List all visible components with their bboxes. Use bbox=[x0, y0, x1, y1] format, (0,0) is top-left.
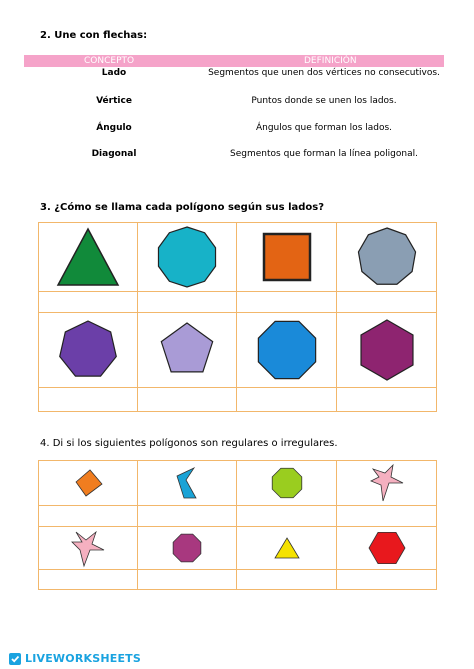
q4-shape-cell bbox=[236, 526, 337, 570]
q2-definition[interactable]: Segmentos que unen dos vértices no consecutivos. bbox=[208, 68, 440, 78]
q3-shape-cell bbox=[38, 222, 138, 292]
q2-title-text: Une con flechas: bbox=[54, 30, 148, 41]
irregular-star-shape bbox=[369, 463, 405, 503]
shape bbox=[173, 534, 201, 562]
triangle-shape bbox=[273, 536, 301, 560]
shape bbox=[258, 321, 315, 378]
q3-shape-cell bbox=[236, 312, 337, 388]
shape bbox=[161, 323, 212, 372]
q3-answer-box[interactable] bbox=[336, 291, 437, 313]
shape bbox=[177, 468, 196, 498]
q4-answer-box[interactable] bbox=[236, 569, 337, 590]
q4-shape-cell bbox=[38, 460, 138, 506]
q4-answer-box[interactable] bbox=[137, 569, 237, 590]
q3-answer-box[interactable] bbox=[336, 387, 437, 412]
q2-number: 2. bbox=[40, 30, 51, 41]
q3-answer-box[interactable] bbox=[236, 291, 337, 313]
q3-shape-cell bbox=[336, 222, 437, 292]
brand-logo[interactable] bbox=[8, 652, 141, 666]
octagon-shape bbox=[171, 532, 203, 564]
shape bbox=[58, 229, 118, 285]
decagon-shape bbox=[155, 225, 219, 289]
q4-shape-cell bbox=[38, 526, 138, 570]
q4-title bbox=[40, 438, 338, 449]
q2-header-concept: CONCEPTO bbox=[84, 56, 135, 66]
q2-concept[interactable]: Vértice bbox=[96, 96, 132, 106]
q3-answer-box[interactable] bbox=[38, 387, 138, 412]
heptagon-shape bbox=[57, 319, 119, 381]
q3-title-text: ¿Cómo se llama cada polígono según sus lados? bbox=[54, 202, 325, 213]
q4-shape-cell bbox=[137, 526, 237, 570]
hexagon-shape bbox=[357, 318, 417, 382]
q4-shape-cell bbox=[137, 460, 237, 506]
liveworksheets-logo-icon bbox=[8, 652, 22, 666]
shape bbox=[76, 470, 102, 496]
q3-shape-cell bbox=[137, 222, 237, 292]
q2-row bbox=[24, 96, 444, 110]
q2-definition[interactable]: Segmentos que forman la línea poligonal. bbox=[230, 149, 418, 159]
shape bbox=[358, 228, 415, 284]
q2-definition[interactable]: Ángulos que forman los lados. bbox=[255, 123, 393, 133]
q2-row bbox=[24, 68, 444, 82]
q2-header-bar bbox=[24, 55, 444, 67]
brand-name: LIVEWORKSHEETS bbox=[25, 652, 141, 665]
q4-answer-box[interactable] bbox=[336, 505, 437, 527]
q4-title-text: Di si los siguientes polígonos son regulares o irregulares. bbox=[52, 438, 338, 449]
irregular-polygon-shape bbox=[70, 528, 106, 568]
shape bbox=[361, 320, 413, 380]
pentagon-shape bbox=[157, 320, 217, 380]
octagon-shape bbox=[254, 317, 320, 383]
q2-title bbox=[40, 30, 147, 41]
q2-row bbox=[24, 149, 444, 163]
q3-answer-box[interactable] bbox=[137, 291, 237, 313]
shape bbox=[60, 321, 117, 376]
q3-grid bbox=[38, 222, 437, 412]
irregular-quadrilateral-shape bbox=[174, 466, 200, 500]
q2-header-definition: DEFINICIÓN bbox=[304, 56, 357, 66]
nonagon-shape bbox=[356, 226, 418, 288]
square-shape bbox=[261, 231, 313, 283]
q4-answer-box[interactable] bbox=[38, 505, 138, 527]
q3-shape-cell bbox=[137, 312, 237, 388]
q4-number: 4. bbox=[40, 438, 50, 449]
shape bbox=[272, 468, 302, 498]
shape bbox=[158, 227, 215, 287]
q4-shape-cell bbox=[336, 526, 437, 570]
q4-answer-box[interactable] bbox=[38, 569, 138, 590]
rhombus-shape bbox=[72, 468, 104, 498]
q3-shape-cell bbox=[38, 312, 138, 388]
q3-title bbox=[40, 202, 324, 213]
q4-answer-box[interactable] bbox=[137, 505, 237, 527]
q3-shape-cell bbox=[336, 312, 437, 388]
q2-concept[interactable]: Diagonal bbox=[91, 149, 137, 159]
q3-shape-cell bbox=[236, 222, 337, 292]
shape bbox=[72, 532, 104, 566]
q4-shape-cell bbox=[336, 460, 437, 506]
q3-number: 3. bbox=[40, 202, 51, 213]
q2-row bbox=[24, 123, 444, 137]
q2-concept[interactable]: Ángulo bbox=[96, 123, 132, 133]
hexagon-shape bbox=[368, 529, 406, 567]
q4-answer-box[interactable] bbox=[236, 505, 337, 527]
octagon-shape bbox=[270, 466, 304, 500]
shape bbox=[264, 234, 310, 280]
shape bbox=[275, 538, 299, 558]
q3-answer-box[interactable] bbox=[38, 291, 138, 313]
q4-answer-box[interactable] bbox=[336, 569, 437, 590]
shape bbox=[369, 532, 405, 563]
q4-grid bbox=[38, 460, 437, 590]
q2-definition[interactable]: Puntos donde se unen los lados. bbox=[251, 96, 397, 106]
q4-shape-cell bbox=[236, 460, 337, 506]
shape bbox=[371, 465, 403, 501]
q3-answer-box[interactable] bbox=[236, 387, 337, 412]
triangle-shape bbox=[56, 227, 120, 287]
q2-concept[interactable]: Lado bbox=[101, 68, 127, 78]
footer bbox=[0, 648, 474, 669]
q3-answer-box[interactable] bbox=[137, 387, 237, 412]
